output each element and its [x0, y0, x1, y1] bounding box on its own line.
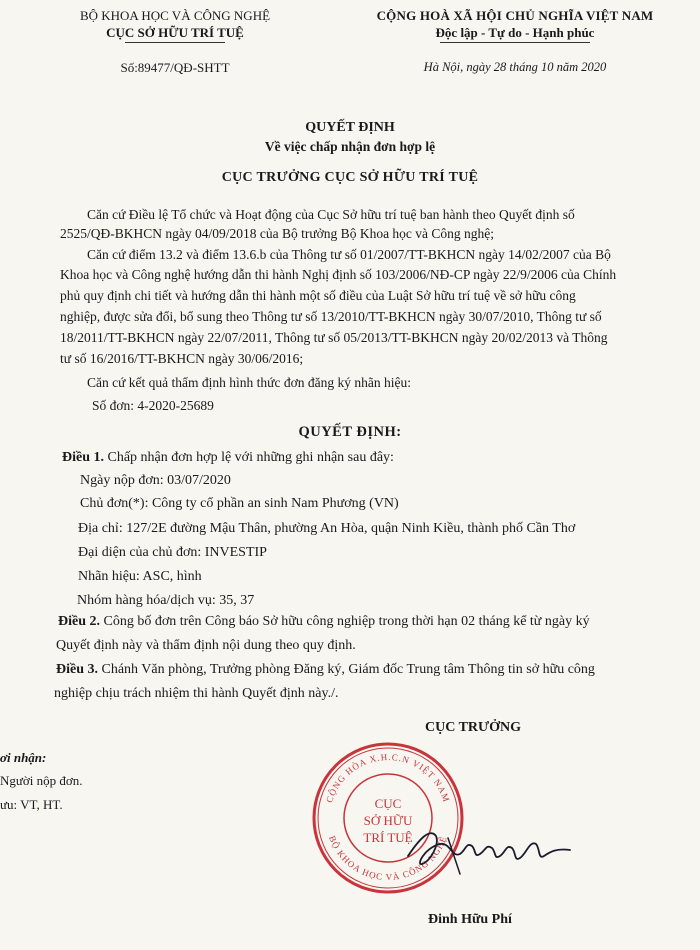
- issuing-authority: CỤC TRƯỞNG CỤC SỞ HỮU TRÍ TUỆ: [221, 170, 479, 185]
- signatory-name: Đinh Hữu Phí: [428, 912, 512, 927]
- article-2-label: Điều 2.: [58, 614, 100, 629]
- goods-services-classes: Nhóm hàng hóa/dịch vụ: 35, 37: [77, 593, 255, 608]
- article-1-label: Điều 1.: [62, 450, 104, 465]
- article-3-line: nghiệp chịu trách nhiệm thi hành Quyết định này./.: [54, 686, 339, 701]
- article-2-text: Công bố đơn trên Công báo Sở hữu công nghiệp trong thời hạn 02 tháng kể từ ngày ký: [103, 614, 590, 629]
- preamble-line: 18/2011/TT-BKHCN ngày 22/07/2011, Thông tư số 05/2013/TT-BKHCN ngày 20/02/2013 và Thông: [60, 330, 608, 345]
- representative: Đại diện của chủ đơn: INVESTIP: [78, 545, 267, 560]
- office-name: CỤC SỞ HỮU TRÍ TUỆ: [106, 25, 244, 40]
- recipient-item: Người nộp đơn.: [0, 773, 83, 788]
- seal-outer-bottom: BỘ KHOA HỌC VÀ CÔNG NGHỆ: [327, 834, 449, 883]
- article-1-text: Chấp nhận đơn hợp lệ với những ghi nhận sau đây:: [107, 450, 394, 465]
- article-3-label: Điều 3.: [56, 662, 98, 677]
- document-number: Số:89477/QĐ-SHTT: [120, 60, 230, 75]
- article-3-line: [56, 662, 595, 678]
- preamble-line: Căn cứ kết quả thẩm định hình thức đơn đăng ký nhãn hiệu:: [87, 375, 411, 390]
- header-underline-left: [125, 42, 225, 43]
- preamble-line: Căn cứ Điều lệ Tổ chức và Hoạt động của Cục Sở hữu trí tuệ ban hành theo Quyết định số: [87, 207, 575, 222]
- article-3-text: Chánh Văn phòng, Trưởng phòng Đăng ký, Giám đốc Trung tâm Thông tin sở hữu công: [101, 662, 595, 677]
- national-motto: Độc lập - Tự do - Hạnh phúc: [435, 25, 595, 40]
- recipients-heading: ơi nhận:: [0, 750, 47, 765]
- filing-date: Ngày nộp đơn: 03/07/2020: [80, 473, 231, 488]
- document-subject: Về việc chấp nhận đơn hợp lệ: [264, 139, 436, 154]
- preamble-line: nghiệp, được sửa đổi, bổ sung theo Thông tư số 13/2010/TT-BKHCN ngày 30/07/2010, Thông tư số: [60, 309, 602, 324]
- application-number: Số đơn: 4-2020-25689: [92, 398, 214, 413]
- applicant: Chủ đơn(*): Công ty cổ phần an sinh Nam Phương (VN): [80, 496, 399, 511]
- handwritten-signature: [400, 818, 580, 878]
- header-underline-right: [440, 42, 590, 43]
- country-name: CỘNG HOÀ XÃ HỘI CHỦ NGHĨA VIỆT NAM: [376, 8, 654, 23]
- place-date: Hà Nội, ngày 28 tháng 10 năm 2020: [423, 60, 607, 74]
- seal-center-line1: CỤC: [374, 796, 402, 811]
- document-title: QUYẾT ĐỊNH: [305, 120, 395, 135]
- preamble-line: 2525/QĐ-BKHCN ngày 04/09/2018 của Bộ trưởng Bộ Khoa học và Công nghệ;: [60, 226, 495, 241]
- seal-center-line2: SỞ HỮU: [363, 813, 413, 828]
- recipient-item: ưu: VT, HT.: [0, 797, 63, 812]
- preamble-line: phủ quy định chi tiết và hướng dẫn thi hành một số điều của Luật Sở hữu trí tuệ về sở hữu công: [60, 288, 576, 303]
- signatory-title: CỤC TRƯỞNG: [425, 720, 522, 735]
- decision-heading: QUYẾT ĐỊNH:: [298, 424, 402, 440]
- trademark: Nhãn hiệu: ASC, hình: [78, 569, 202, 584]
- article-1-line: [62, 450, 394, 466]
- preamble-line: tư số 16/2016/TT-BKHCN ngày 30/06/2016;: [60, 351, 304, 366]
- ministry-name: BỘ KHOA HỌC VÀ CÔNG NGHỆ: [79, 8, 271, 23]
- article-2-line: [58, 614, 590, 630]
- preamble-line: Căn cứ điểm 13.2 và điểm 13.6.b của Thông tư số 01/2007/TT-BKHCN ngày 14/02/2007 của Bộ: [87, 247, 611, 262]
- preamble-line: Khoa học và Công nghệ hướng dẫn thi hành Nghị định số 103/2006/NĐ-CP ngày 22/9/2006 của Chính: [60, 267, 617, 282]
- seal-center-line3: TRÍ TUỆ: [363, 830, 413, 845]
- seal-outer-top: CỘNG HÒA X.H.C.N VIỆT NAM: [324, 751, 452, 804]
- applicant-address: Địa chỉ: 127/2E đường Mậu Thân, phường An Hòa, quận Ninh Kiều, thành phố Cần Thơ: [78, 521, 576, 536]
- article-2-line: Quyết định này và thẩm định nội dung theo quy định.: [56, 638, 356, 653]
